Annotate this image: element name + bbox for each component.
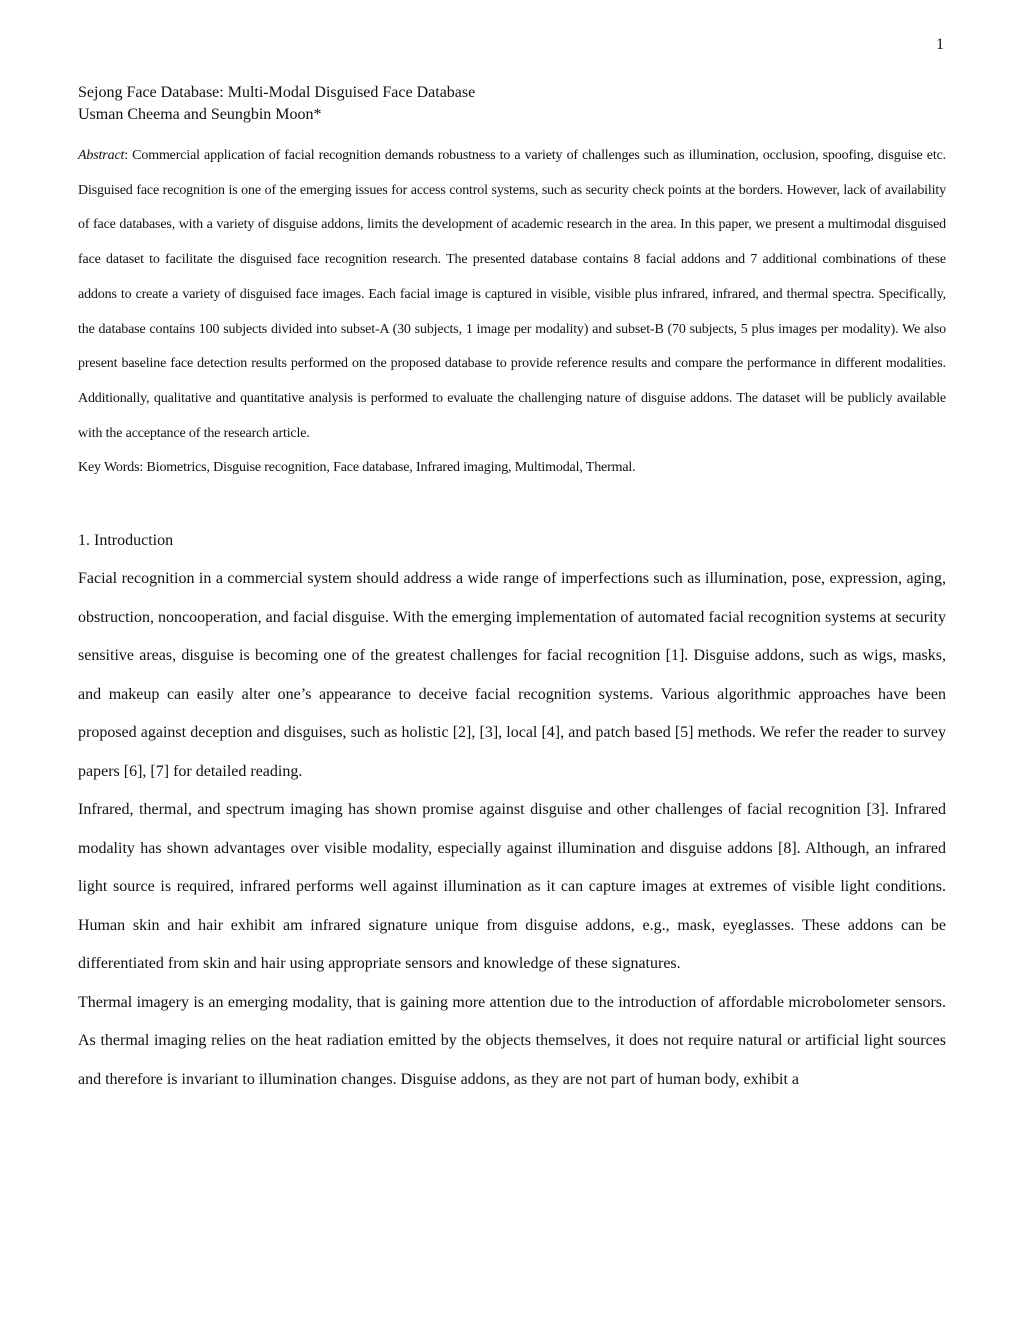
intro-paragraph-1: Facial recognition in a commercial system should address a wide range of imperfections such as illumination, pose, expression, aging, obstruction, noncooperation, and facial disguise. With the emerging implementation of automated facial recognition systems at security sensitive areas, disguise is becoming one of the greatest challenges for facial recognition [1]. Disguise addons, such as wigs, masks, and makeup can easily alter one’s appearance to deceive facial recognition systems. Various algorithmic approaches have been proposed against deception and disguises, such as holistic [2], [3], local [4], and patch based [5] methods. We refer the reader to survey papers [6], [7] for detailed reading.: [78, 570, 946, 780]
abstract-paragraph: [78, 139, 946, 451]
intro-paragraph-2: Infrared, thermal, and spectrum imaging has shown promise against disguise and other challenges of facial recognition [3]. Infrared modality has shown advantages over visible modality, especially against illumination and disguise addons [8]. Although, an infrared light source is required, infrared performs well against illumination as it can capture images at extremes of visible light conditions. Human skin and hair exhibit am infrared signature unique from disguise addons, e.g., mask, eyeglasses. These addons can be differentiated from skin and hair using appropriate sensors and knowledge of these signatures.: [78, 801, 946, 973]
keywords-line: Key Words: Biometrics, Disguise recognition, Face database, Infrared imaging, Multimodal, Thermal.: [78, 460, 636, 476]
paper-title: Sejong Face Database: Multi-Modal Disguised Face Database: [78, 84, 476, 101]
paper-authors: Usman Cheema and Seungbin Moon*: [78, 106, 322, 123]
abstract-separator: :: [124, 148, 128, 163]
abstract-text: Commercial application of facial recognition demands robustness to a variety of challenges such as illumination, occlusion, spoofing, disguise etc. Disguised face recognition is one of the emerging issues for access control systems, such as security check points at the borders. However, lack of availability of face databases, with a variety of disguise addons, limits the development of academic research in the area. In this paper, we present a multimodal disguised face dataset to facilitate the disguised face recognition research. The presented database contains 8 facial addons and 7 additional combinations of these addons to create a variety of disguised face images. Each facial image is captured in visible, visible plus infrared, infrared, and thermal spectra. Specifically, the database contains 100 subjects divided into subset-A (30 subjects, 1 image per modality) and subset-B (70 subjects, 5 plus images per modality). We also present baseline face detection results performed on the proposed database to provide reference results and compare the performance in different modalities. Additionally, qualitative and quantitative analysis is performed to evaluate the challenging nature of disguise addons. The dataset will be publicly available with the acceptance of the research article.: [78, 148, 946, 441]
paper-content: [78, 82, 946, 1099]
intro-paragraph-3: Thermal imagery is an emerging modality, that is gaining more attention due to the introduction of affordable microbolometer sensors. As thermal imaging relies on the heat radiation emitted by the objects themselves, it does not require natural or artificial light sources and therefore is invariant to illumination changes. Disguise addons, as they are not part of human body, exhibit a: [78, 993, 946, 1088]
abstract-label: Abstract: [78, 148, 125, 163]
page-number: 1: [936, 36, 944, 53]
section-heading-introduction: 1. Introduction: [78, 532, 174, 550]
